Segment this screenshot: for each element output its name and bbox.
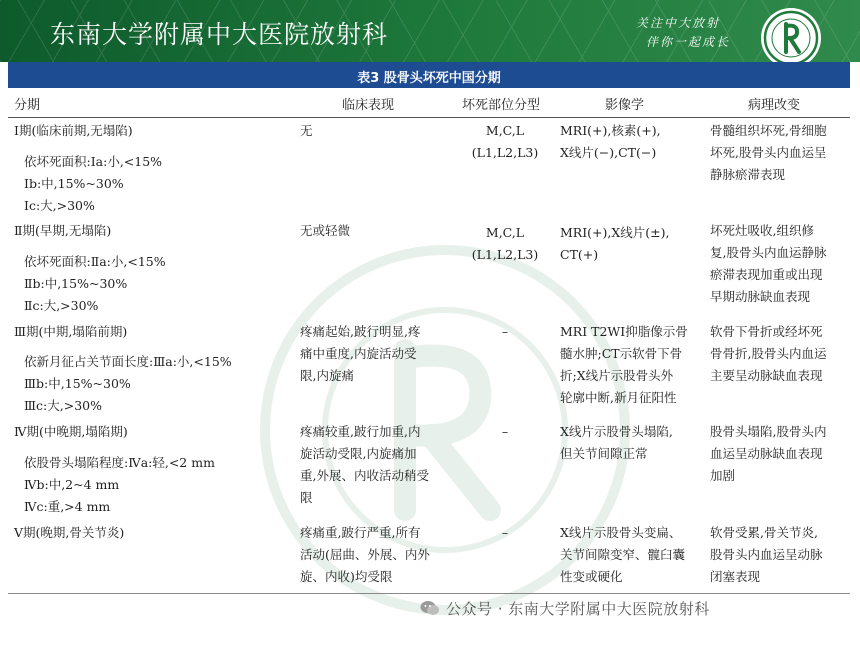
row4-substage: 依股骨头塌陷程度:Ⅳa:轻,<2 mm Ⅳb:中,2~4 mm Ⅳc:重,>4 mm xyxy=(24,455,215,514)
header-slogan-line1: 关注中大放射 xyxy=(636,16,721,30)
row5-type: – xyxy=(501,525,509,540)
row1-pathology: 骨髓组织坏死,骨细胞 坏死,股骨头内血运呈 静脉瘀滞表现 xyxy=(710,123,827,182)
header-banner xyxy=(0,0,860,62)
row4-pathology: 股骨头塌陷,股骨头内 血运呈动脉缺血表现 加剧 xyxy=(710,424,827,483)
row5-stage: Ⅴ期(晚期,骨关节炎) xyxy=(14,525,125,540)
wechat-icon xyxy=(420,600,440,616)
row2-stage: Ⅱ期(早期,无塌陷) xyxy=(14,223,112,238)
footer-watermark xyxy=(420,598,710,619)
hospital-logo-icon xyxy=(760,7,822,69)
table-caption-bar xyxy=(8,62,850,88)
column-header-imaging: 影像学 xyxy=(605,98,645,113)
row3-pathology: 软骨下骨折或经坏死 骨骨折,股骨头内血运 主要呈动脉缺血表现 xyxy=(710,324,827,383)
row4-type: – xyxy=(501,424,509,439)
column-header-stage: 分期 xyxy=(14,98,41,113)
row4-imaging: X线片示股骨头塌陷, 但关节间隙正常 xyxy=(560,424,673,461)
row1-clinical: 无 xyxy=(300,123,313,138)
row3-stage: Ⅲ期(中期,塌陷前期) xyxy=(14,324,128,339)
row5-clinical: 疼痛重,跛行严重,所有 活动(屈曲、外展、内外 旋、内收)均受限 xyxy=(300,525,430,584)
column-header-pathology: 病理改变 xyxy=(748,98,801,113)
header-divider xyxy=(8,117,850,118)
row1-substage: 依坏死面积:Ⅰa:小,<15% Ⅰb:中,15%~30% Ⅰc:大,>30% xyxy=(24,154,163,213)
row1-imaging: MRI(+),核素(+), X线片(−),CT(−) xyxy=(560,123,661,160)
row2-substage: 依坏死面积:Ⅱa:小,<15% Ⅱb:中,15%~30% Ⅱc:大,>30% xyxy=(24,254,166,313)
row5-pathology: 软骨受累,骨关节炎, 股骨头内血运呈动脉 闭塞表现 xyxy=(710,525,823,584)
row4-stage: Ⅳ期(中晚期,塌陷期) xyxy=(14,424,128,439)
table-caption: 表3 股骨头坏死中国分期 xyxy=(357,71,501,86)
row2-type: M,C,L (L1,L2,L3) xyxy=(471,225,539,262)
row1-type: M,C,L (L1,L2,L3) xyxy=(471,123,539,160)
row3-clinical: 疼痛起始,跛行明显,疼 痛中重度,内旋活动受 限,内旋痛 xyxy=(300,324,421,383)
table-bottom-rule xyxy=(8,593,850,594)
row2-clinical: 无或轻微 xyxy=(300,223,351,238)
row3-imaging: MRI T2WI抑脂像示骨 髓水肿;CT示软骨下骨 折;X线片示股骨头外 轮廓中断,新月征阳性 xyxy=(560,324,688,405)
row1-stage: Ⅰ期(临床前期,无塌陷) xyxy=(14,123,133,138)
footer-text: 公众号 · 东南大学附属中大医院放射科 xyxy=(446,600,710,618)
row3-type: – xyxy=(501,324,509,339)
column-header-necrosis-type: 坏死部位分型 xyxy=(462,98,541,113)
row2-imaging: MRI(+),X线片(±), CT(+) xyxy=(560,225,670,262)
column-header-clinical: 临床表现 xyxy=(342,98,395,113)
row5-imaging: X线片示股骨头变扁、 关节间隙变窄、髋臼囊 性变或硬化 xyxy=(560,525,686,584)
row2-pathology: 坏死灶吸收,组织修 复,股骨头内血运静脉 瘀滞表现加重或出现 早期动脉缺血表现 xyxy=(710,223,827,304)
row4-clinical: 疼痛较重,跛行加重,内 旋活动受限,内旋痛加 重,外展、内收活动稍受 限 xyxy=(300,424,429,505)
header-title: 东南大学附属中大医院放射科 xyxy=(50,20,389,49)
header-slogan-line2: 伴你一起成长 xyxy=(646,35,731,49)
row3-substage: 依新月征占关节面长度:Ⅲa:小,<15% Ⅲb:中,15%~30% Ⅲc:大,>30% xyxy=(24,354,232,413)
